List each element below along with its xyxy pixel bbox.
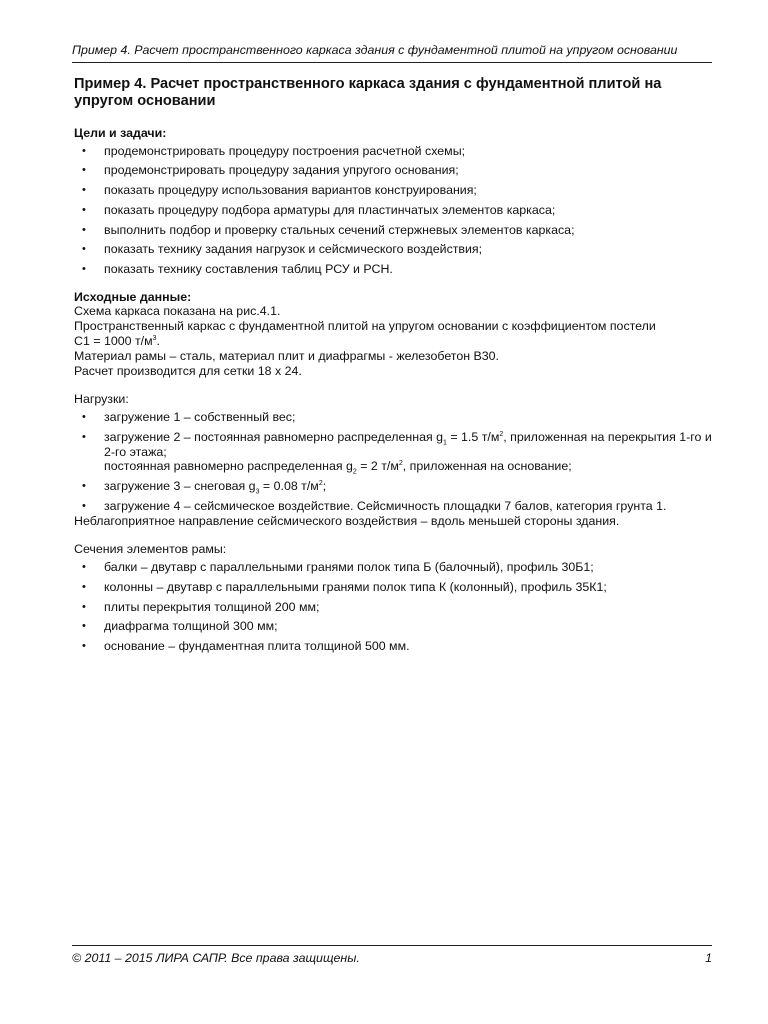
input-line: Пространственный каркас с фундаментной плитой на упругом основании с коэффициентом постели — [74, 319, 656, 334]
list-item: • плиты перекрытия толщиной 200 мм; — [74, 600, 714, 615]
page-number: 1 — [705, 951, 712, 965]
page-footer — [72, 945, 712, 966]
list-item: • загружение 4 – сейсмическое воздействие. Сейсмичность площадки 7 балов, категория грунта 1. — [74, 499, 714, 514]
document-body — [74, 76, 714, 659]
input-line: Расчет производится для сетки 18 х 24. — [74, 363, 302, 378]
list-item: • балки – двутавр с параллельными гранями полок типа Б (балочный), профиль 30Б1; — [74, 560, 714, 575]
goals-heading: Цели и задачи: — [74, 126, 167, 140]
list-item: • загружение 3 – снеговая $g_3 = 0.08$ $т/м^2$; — [74, 479, 714, 494]
list-item: • загружение 2 – постоянная равномерно распределенная $g_1 = 1.5$ $т/м^2$, приложенная на перекрытия 1-го и 2-го этажа; постоянная равномерно распределенная $g_2 = 2$ $т/м^2$, приложенная на основание; — [74, 430, 714, 474]
list-item: • показать технику задания нагрузок и сейсмического воздействия; — [74, 242, 714, 257]
list-item: • продемонстрировать процедуру построения расчетной схемы; — [74, 144, 714, 159]
loads-list — [74, 410, 714, 513]
loads-note: Неблагоприятное направление сейсмического воздействия – вдоль меньшей стороны здания. — [74, 513, 620, 528]
list-item: • основание – фундаментная плита толщиной 500 мм. — [74, 639, 714, 654]
input-line: Схема каркаса показана на рис.4.1. — [74, 304, 281, 319]
goals-list — [74, 144, 714, 277]
list-item: • показать технику составления таблиц РСУ и РСН. — [74, 262, 714, 277]
input-line: С1 = 1000 $т/м^3$. — [74, 334, 160, 348]
sections-list — [74, 560, 714, 654]
list-item: • загружение 1 – собственный вес; — [74, 410, 714, 425]
input-line: Материал рамы – сталь, материал плит и диафрагмы - железобетон В30. — [74, 348, 500, 363]
list-item: • выполнить подбор и проверку стальных сечений стержневых элементов каркаса; — [74, 223, 714, 238]
input-data-heading: Исходные данные: — [74, 289, 192, 304]
sections-heading: Сечения элементов рамы: — [74, 542, 227, 557]
list-item: • продемонстрировать процедуру задания упругого основания; — [74, 163, 714, 178]
list-item: • показать процедуру использования вариантов конструирования; — [74, 183, 714, 198]
loads-heading: Нагрузки: — [74, 392, 129, 407]
list-item: • колонны – двутавр с параллельными гранями полок типа К (колонный), профиль 35К1; — [74, 580, 714, 595]
running-header: Пример 4. Расчет пространственного каркаса здания с фундаментной плитой на упругом основании — [72, 42, 712, 63]
list-item: • показать процедуру подбора арматуры для пластинчатых элементов каркаса; — [74, 203, 714, 218]
copyright-text: © 2011 – 2015 ЛИРА САПР. Все права защищены. — [72, 951, 360, 965]
list-item: • диафрагма толщиной 300 мм; — [74, 619, 714, 634]
page-title: Пример 4. Расчет пространственного каркаса здания с фундаментной плитой на упругом основании — [74, 76, 662, 109]
